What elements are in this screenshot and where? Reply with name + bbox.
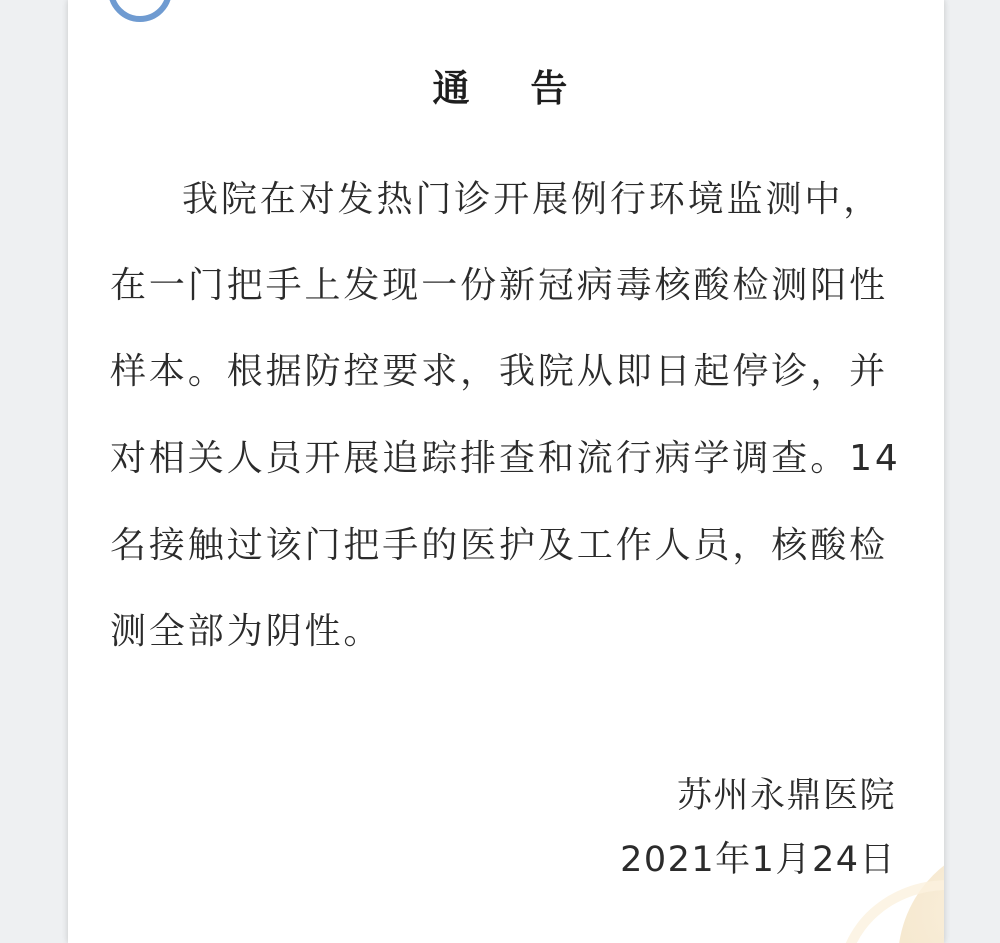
ring-decoration-icon: [108, 0, 172, 22]
signature-organization: 苏州永鼎医院: [676, 776, 896, 816]
body-line-5: 名接触过该门把手的医护及工作人员，核酸检: [110, 525, 889, 566]
body-line-3: 样本。根据防控要求，我院从即日起停诊，并: [110, 351, 889, 392]
body-line-6: 测全部为阴性。: [110, 611, 383, 652]
signature-date: 2021年1月24日: [620, 840, 896, 880]
corner-arc-decoration: [838, 880, 944, 943]
body-line-2: 在一门把手上发现一份新冠病毒核酸检测阳性: [110, 265, 889, 306]
notice-title: 通 告: [432, 67, 592, 110]
body-line-1: 我院在对发热门诊开展例行环境监测中，: [182, 179, 883, 220]
body-line-4: 对相关人员开展追踪排查和流行病学调查。14: [110, 438, 901, 479]
